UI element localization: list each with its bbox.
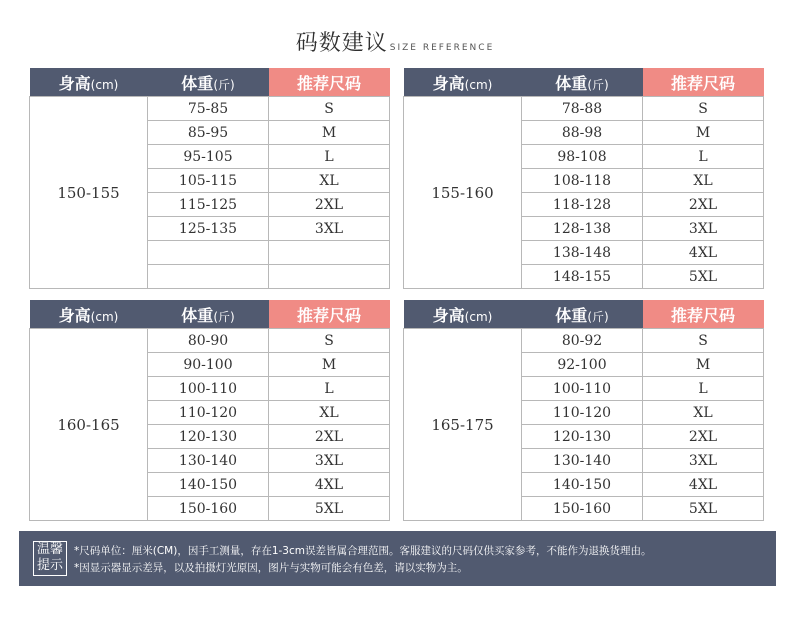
weight-range-cell bbox=[148, 265, 269, 289]
weight-range-cell: 110-120 bbox=[148, 401, 269, 425]
tips-box bbox=[19, 531, 776, 586]
weight-range-cell: 150-160 bbox=[522, 497, 643, 521]
size-cell: 2XL bbox=[269, 425, 390, 449]
weight-range-cell: 140-150 bbox=[522, 473, 643, 497]
weight-range-cell: 108-118 bbox=[522, 169, 643, 193]
weight-range-cell: 118-128 bbox=[522, 193, 643, 217]
weight-header bbox=[148, 68, 269, 97]
tips-badge-line1: 温馨 bbox=[36, 542, 63, 557]
weight-header-unit: (斤) bbox=[213, 77, 235, 92]
table-row bbox=[30, 97, 390, 121]
height-range-cell: 165-175 bbox=[404, 329, 522, 521]
height-header-unit: (cm) bbox=[464, 309, 493, 324]
size-table bbox=[29, 300, 390, 521]
weight-range-cell: 92-100 bbox=[522, 353, 643, 377]
weight-range-cell: 120-130 bbox=[148, 425, 269, 449]
size-cell: 3XL bbox=[269, 217, 390, 241]
size-cell: XL bbox=[643, 169, 764, 193]
weight-range-cell: 98-108 bbox=[522, 145, 643, 169]
height-header bbox=[30, 68, 148, 97]
weight-range-cell: 90-100 bbox=[148, 353, 269, 377]
tips-badge-line2: 提示 bbox=[36, 558, 63, 573]
title-cn: 码数建议 bbox=[295, 31, 388, 56]
size-cell: L bbox=[643, 145, 764, 169]
size-cell: S bbox=[643, 329, 764, 353]
size-table bbox=[29, 68, 390, 289]
height-header bbox=[404, 68, 522, 97]
weight-header-unit: (斤) bbox=[587, 77, 609, 92]
weight-range-cell: 130-140 bbox=[148, 449, 269, 473]
recommend-header bbox=[643, 300, 764, 329]
tips-line-2: *因显示器显示差异，以及拍摄灯光原因，图片与实物可能会有色差，请以实物为主。 bbox=[74, 562, 468, 574]
weight-header-text: 体重 bbox=[181, 73, 214, 93]
weight-header bbox=[522, 68, 643, 97]
weight-range-cell: 148-155 bbox=[522, 265, 643, 289]
weight-header bbox=[522, 300, 643, 329]
header-row bbox=[404, 300, 764, 329]
size-cell: 2XL bbox=[269, 193, 390, 217]
size-cell: XL bbox=[269, 401, 390, 425]
size-cell: 5XL bbox=[643, 265, 764, 289]
weight-range-cell: 120-130 bbox=[522, 425, 643, 449]
weight-range-cell: 95-105 bbox=[148, 145, 269, 169]
size-cell: 4XL bbox=[643, 241, 764, 265]
tips-badge bbox=[33, 541, 67, 576]
size-cell: S bbox=[643, 97, 764, 121]
recommend-header-text: 推荐尺码 bbox=[670, 73, 735, 93]
weight-range-cell: 100-110 bbox=[522, 377, 643, 401]
size-cell: 4XL bbox=[269, 473, 390, 497]
height-header bbox=[404, 300, 522, 329]
size-cell: L bbox=[643, 377, 764, 401]
size-cell: S bbox=[269, 329, 390, 353]
weight-header-text: 体重 bbox=[555, 305, 588, 325]
recommend-header-text: 推荐尺码 bbox=[296, 73, 361, 93]
weight-range-cell: 115-125 bbox=[148, 193, 269, 217]
height-range-cell: 150-155 bbox=[30, 97, 148, 289]
weight-header-text: 体重 bbox=[555, 73, 588, 93]
size-cell: 4XL bbox=[643, 473, 764, 497]
weight-header-unit: (斤) bbox=[587, 309, 609, 324]
height-header bbox=[30, 300, 148, 329]
weight-range-cell: 125-135 bbox=[148, 217, 269, 241]
size-cell: 3XL bbox=[643, 217, 764, 241]
recommend-header-text: 推荐尺码 bbox=[670, 305, 735, 325]
weight-range-cell: 88-98 bbox=[522, 121, 643, 145]
weight-header-text: 体重 bbox=[181, 305, 214, 325]
weight-range-cell bbox=[148, 241, 269, 265]
table-row bbox=[404, 329, 764, 353]
height-range-cell: 160-165 bbox=[30, 329, 148, 521]
weight-range-cell: 75-85 bbox=[148, 97, 269, 121]
weight-range-cell: 80-90 bbox=[148, 329, 269, 353]
weight-range-cell: 105-115 bbox=[148, 169, 269, 193]
height-header-text: 身高 bbox=[432, 305, 465, 325]
weight-range-cell: 78-88 bbox=[522, 97, 643, 121]
title-en: SIZE REFERENCE bbox=[389, 43, 495, 53]
size-cell: S bbox=[269, 97, 390, 121]
size-cell bbox=[269, 241, 390, 265]
weight-range-cell: 110-120 bbox=[522, 401, 643, 425]
size-cell: 2XL bbox=[643, 193, 764, 217]
tips-line-1: *尺码单位：厘米(CM)，因手工测量，存在1-3cm误差皆属合理范围。客服建议的尺码仅供买家参考，不能作为退换货理由。 bbox=[74, 545, 652, 557]
height-header-unit: (cm) bbox=[464, 77, 493, 92]
size-cell bbox=[269, 265, 390, 289]
weight-header bbox=[148, 300, 269, 329]
size-table bbox=[403, 300, 764, 521]
table-row bbox=[30, 329, 390, 353]
page-title bbox=[0, 26, 790, 57]
size-cell: M bbox=[269, 121, 390, 145]
size-table bbox=[403, 68, 764, 289]
size-cell: XL bbox=[269, 169, 390, 193]
weight-range-cell: 138-148 bbox=[522, 241, 643, 265]
height-header-unit: (cm) bbox=[90, 309, 119, 324]
weight-range-cell: 100-110 bbox=[148, 377, 269, 401]
weight-range-cell: 140-150 bbox=[148, 473, 269, 497]
size-cell: XL bbox=[643, 401, 764, 425]
header-row bbox=[30, 68, 390, 97]
size-cell: 3XL bbox=[643, 449, 764, 473]
size-cell: M bbox=[643, 353, 764, 377]
size-cell: 2XL bbox=[643, 425, 764, 449]
size-cell: 3XL bbox=[269, 449, 390, 473]
recommend-header bbox=[643, 68, 764, 97]
weight-range-cell: 150-160 bbox=[148, 497, 269, 521]
header-row bbox=[30, 300, 390, 329]
weight-range-cell: 128-138 bbox=[522, 217, 643, 241]
height-header-text: 身高 bbox=[58, 305, 91, 325]
size-cell: 5XL bbox=[643, 497, 764, 521]
height-header-text: 身高 bbox=[58, 73, 91, 93]
size-cell: 5XL bbox=[269, 497, 390, 521]
recommend-header bbox=[269, 68, 390, 97]
header-row bbox=[404, 68, 764, 97]
weight-header-unit: (斤) bbox=[213, 309, 235, 324]
height-header-text: 身高 bbox=[432, 73, 465, 93]
height-header-unit: (cm) bbox=[90, 77, 119, 92]
size-cell: L bbox=[269, 145, 390, 169]
weight-range-cell: 85-95 bbox=[148, 121, 269, 145]
recommend-header-text: 推荐尺码 bbox=[296, 305, 361, 325]
size-cell: M bbox=[269, 353, 390, 377]
size-cell: M bbox=[643, 121, 764, 145]
height-range-cell: 155-160 bbox=[404, 97, 522, 289]
table-row bbox=[404, 97, 764, 121]
recommend-header bbox=[269, 300, 390, 329]
weight-range-cell: 80-92 bbox=[522, 329, 643, 353]
weight-range-cell: 130-140 bbox=[522, 449, 643, 473]
size-cell: L bbox=[269, 377, 390, 401]
